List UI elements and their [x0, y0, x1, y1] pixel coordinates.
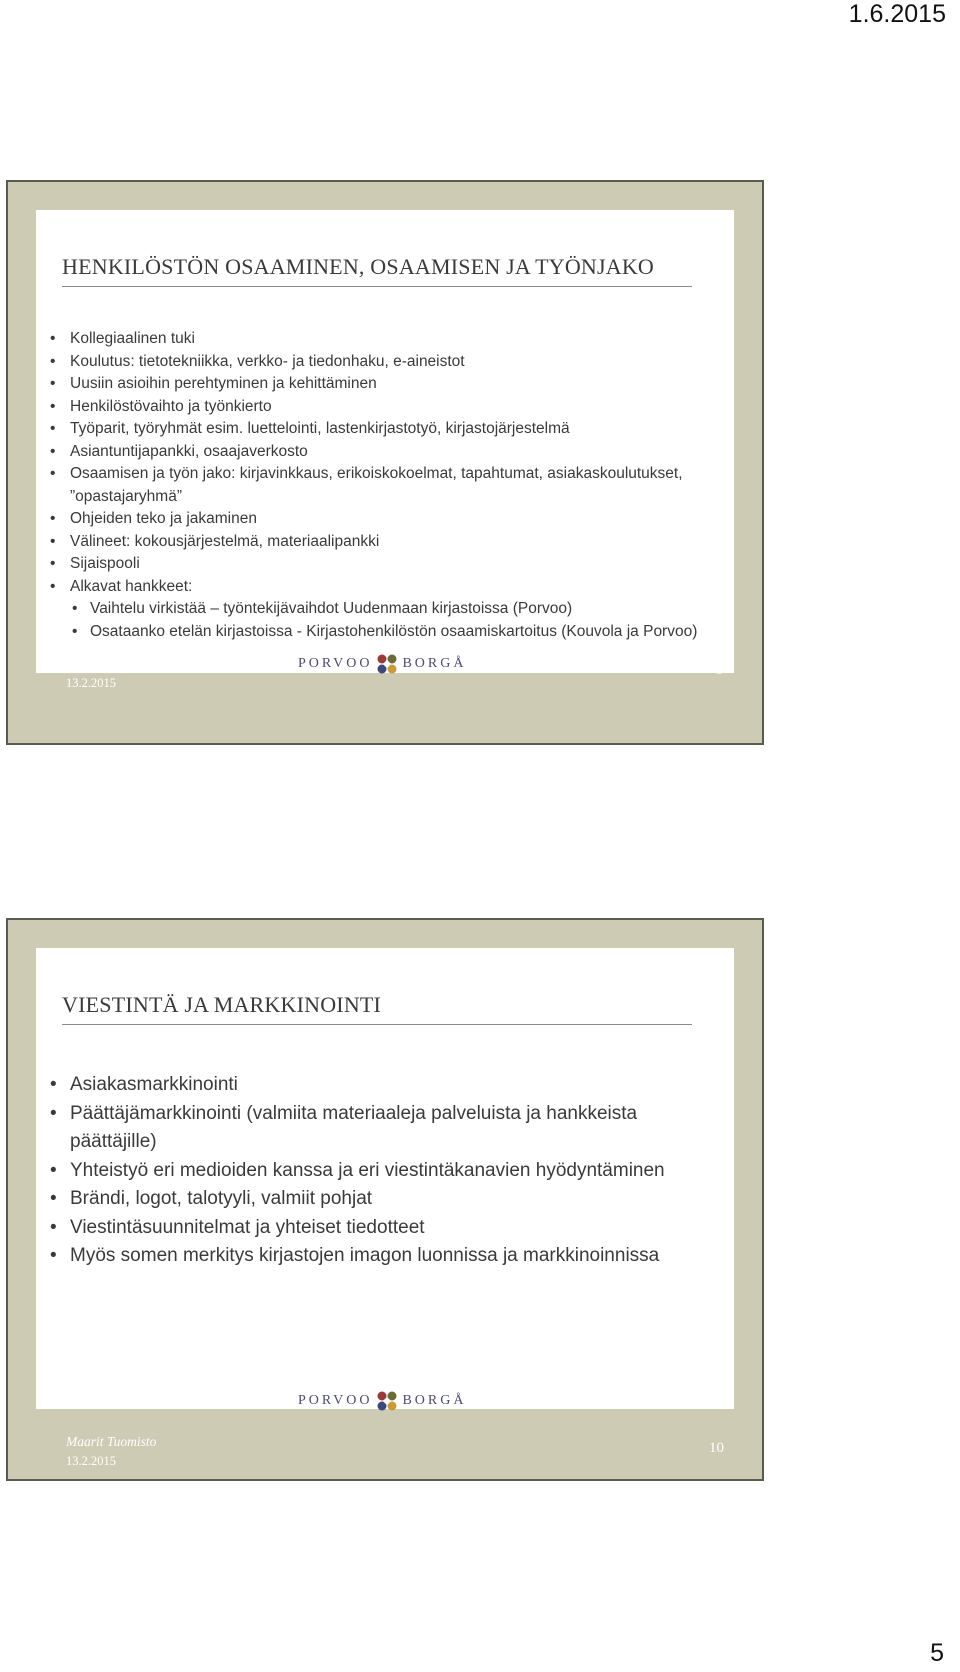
- bullet-list: [46, 328, 724, 643]
- bullet-item: • Myös somen merkitys kirjastojen imagon luonnissa ja markkinoinnissa: [46, 1242, 724, 1271]
- bullet-item: • Brändi, logot, talotyyli, valmiit pohjat: [46, 1185, 724, 1214]
- footer-date: 13.2.2015: [66, 676, 116, 690]
- bullet-item: • Ohjeiden teko ja jakaminen: [46, 508, 724, 531]
- bullet-item: • Viestintäsuunnitelmat ja yhteiset tiedotteet: [46, 1214, 724, 1243]
- slide-title: VIESTINTÄ JA MARKKINOINTI: [62, 992, 692, 1025]
- bullet-item: • Välineet: kokousjärjestelmä, materiaalipankki: [46, 531, 724, 554]
- page-number: 5: [930, 1639, 944, 1667]
- logo-text-porvoo: PORVOO: [298, 656, 373, 671]
- bullet-item: • Sijaispooli: [46, 553, 724, 576]
- porvoo-borga-logo: [298, 1390, 466, 1412]
- header-date: 1.6.2015: [848, 0, 946, 28]
- bullet-item: • Uusiin asioihin perehtyminen ja kehittäminen: [46, 373, 724, 396]
- flower-logo-icon: [376, 653, 398, 675]
- logo-text-borga: BORGÅ: [402, 656, 467, 671]
- bullet-item: • Henkilöstövaihto ja työnkierto: [46, 396, 724, 419]
- slide-9: [6, 180, 764, 745]
- sub-bullet-item: • Osataanko etelän kirjastoissa - Kirjastohenkilöstön osaamiskartoitus (Kouvola ja Porvoo): [46, 621, 724, 644]
- footer-date: 13.2.2015: [66, 1454, 116, 1468]
- bullet-item: • Työparit, työryhmät esim. luettelointi, lastenkirjastotyö, kirjastojärjestelmä: [46, 418, 724, 441]
- logo-text-borga: BORGÅ: [402, 1393, 467, 1408]
- porvoo-borga-logo: [298, 653, 466, 675]
- bullet-list: [46, 1071, 724, 1271]
- bullet-item: • Asiakasmarkkinointi: [46, 1071, 724, 1100]
- sub-bullet-item: • Vaihtelu virkistää – työntekijävaihdot Uudenmaan kirjastoissa (Porvoo): [46, 598, 724, 621]
- bullet-item: • Yhteistyö eri medioiden kanssa ja eri viestintäkanavien hyödyntäminen: [46, 1157, 724, 1186]
- slide-number: 10: [709, 1440, 724, 1456]
- bullet-item: • Päättäjämarkkinointi (valmiita materiaaleja palveluista ja hankkeista päättäjille): [46, 1100, 724, 1157]
- bullet-item: • Alkavat hankkeet:: [46, 576, 724, 599]
- slide-content-area: [36, 210, 734, 673]
- logo-text-porvoo: PORVOO: [298, 1393, 373, 1408]
- footer-author: Maarit Tuomisto: [66, 656, 157, 671]
- slide-content-area: [36, 948, 734, 1409]
- footer-author: Maarit Tuomisto: [66, 1434, 157, 1449]
- bullet-item: • Osaamisen ja työn jako: kirjavinkkaus, erikoiskokoelmat, tapahtumat, asiakaskoulutukset, ”opastajaryhmä”: [46, 463, 724, 508]
- bullet-item: • Kollegiaalinen tuki: [46, 328, 724, 351]
- slide-10: [6, 918, 764, 1481]
- bullet-item: • Asiantuntijapankki, osaajaverkosto: [46, 441, 724, 464]
- slide-title: HENKILÖSTÖN OSAAMINEN, OSAAMISEN JA TYÖNJAKO: [62, 254, 692, 287]
- slide-number: 9: [716, 662, 724, 678]
- bullet-item: • Koulutus: tietotekniikka, verkko- ja tiedonhaku, e-aineistot: [46, 351, 724, 374]
- flower-logo-icon: [376, 1390, 398, 1412]
